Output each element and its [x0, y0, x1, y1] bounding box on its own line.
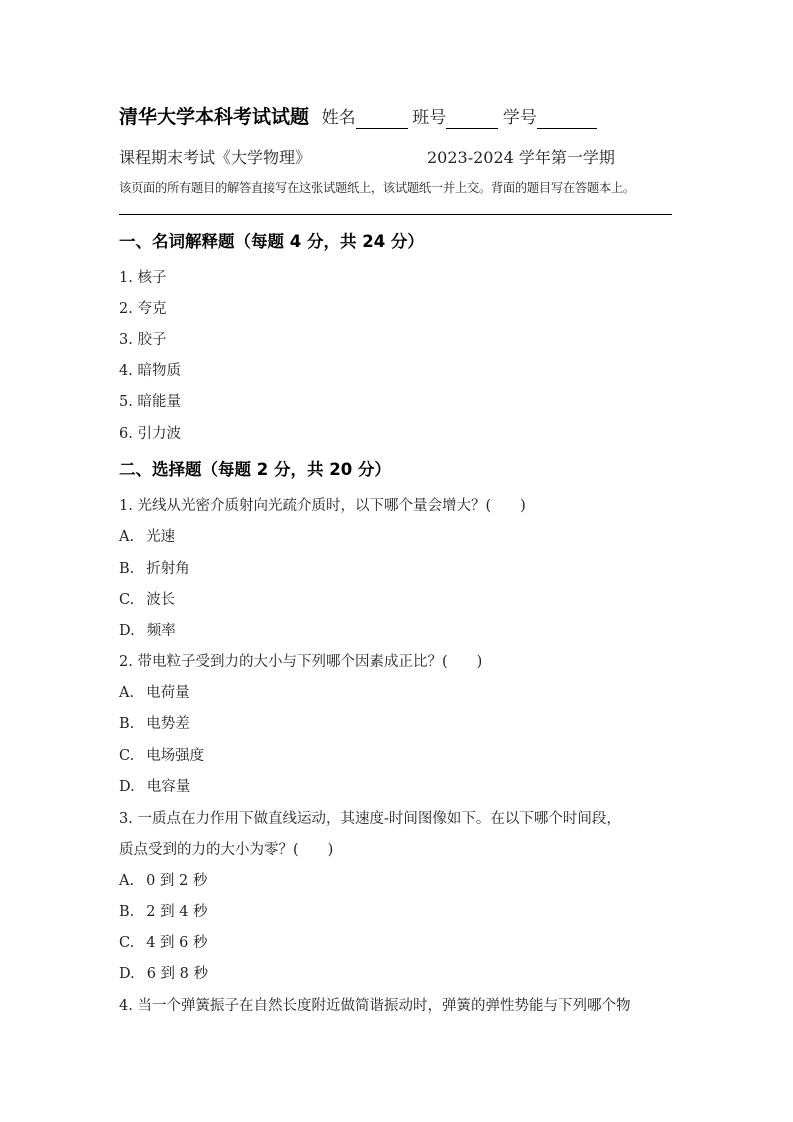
instruction-note: 该页面的所有题目的解答直接写在这张试题纸上，该试题纸一并上交。背面的题目写在答题本上。 [119, 181, 635, 195]
section2-heading: 二、选择题（每题 2 分，共 20 分） [119, 460, 391, 479]
option-b: B. 电势差 [119, 716, 190, 732]
question-stem: 4. 当一个弹簧振子在自然长度附近做简谐振动时，弹簧的弹性势能与下列哪个物 [119, 998, 631, 1014]
class-label: 班号 [412, 108, 447, 128]
question-stem: 1. 光线从光密介质射向光疏介质时，以下哪个量会增大？( ) [119, 498, 526, 514]
option-c: C. 波长 [119, 592, 176, 608]
option-d: D. 电容量 [119, 779, 191, 795]
option-c: C. 电场强度 [119, 748, 205, 764]
name-label: 姓名 [321, 108, 356, 128]
option-d: D. 6 到 8 秒 [119, 966, 208, 982]
term: 2023-2024 学年第一学期 [427, 148, 615, 167]
option-b: B. 折射角 [119, 561, 190, 577]
option-b: B. 2 到 4 秒 [119, 904, 208, 920]
option-a: A. 光速 [119, 529, 176, 545]
id-label: 学号 [502, 108, 537, 128]
question-stem-continued: 质点受到的力的大小为零？( ) [119, 842, 334, 858]
list-item: 5. 暗能量 [119, 394, 181, 410]
divider [119, 214, 672, 215]
exam-title: 清华大学本科考试试题 [119, 106, 310, 128]
list-item: 2. 夸克 [119, 301, 167, 317]
list-item: 6. 引力波 [119, 426, 181, 442]
list-item: 3. 胶子 [119, 332, 167, 348]
option-d: D. 频率 [119, 623, 176, 639]
id-blank[interactable] [537, 112, 597, 129]
option-a: A. 电荷量 [119, 685, 190, 701]
list-item: 1. 核子 [119, 270, 167, 286]
header-line [119, 107, 597, 129]
option-c: C. 4 到 6 秒 [119, 935, 208, 951]
course-name: 课程期末考试《大学物理》 [119, 148, 312, 167]
name-blank[interactable] [356, 112, 408, 129]
option-a: A. 0 到 2 秒 [119, 873, 208, 889]
question-stem: 3. 一质点在力作用下做直线运动，其速度-时间图像如下。在以下哪个时间段， [119, 811, 621, 827]
list-item: 4. 暗物质 [119, 363, 181, 379]
class-blank[interactable] [446, 112, 498, 129]
question-stem: 2. 带电粒子受到力的大小与下列哪个因素成正比？( ) [119, 654, 483, 670]
section1-heading: 一、名词解释题（每题 4 分，共 24 分） [119, 232, 424, 251]
